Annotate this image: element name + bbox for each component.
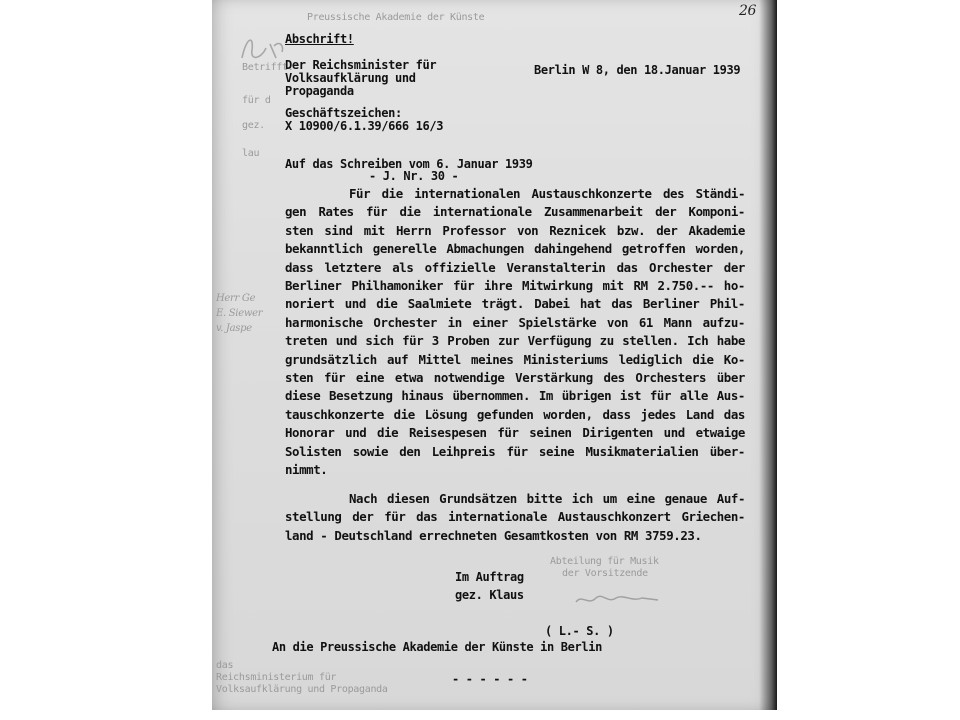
body-paragraph-line: treten und sich für 3 Proben zur Verfügung zu stellen. Ich habe (285, 333, 745, 349)
reference-label: Geschäftszeichen: (285, 106, 402, 120)
body-paragraph (285, 185, 745, 480)
body-paragraph-line: grundsätzlich auf Mittel meines Ministeriums lediglich die Ko- (285, 351, 745, 367)
faint-bottom-line-2: Reichsministerium für (216, 672, 337, 683)
closing-paragraph-line: Nach diesen Grundsätzen bitte ich um eine genaue Auf- (349, 491, 745, 506)
reference-number: X 10900/6.1.39/666 16/3 (285, 119, 444, 133)
faint-margin-note-1: Betrifft: (242, 62, 294, 73)
body-paragraph-line: Solisten sowie den Leihpreis für seine Musikmaterialien über- (285, 443, 745, 459)
body-paragraph-line: Für die internationalen Austauschkonzerte des Ständi- (349, 186, 745, 201)
addressee-line: An die Preussische Akademie der Künste in Berlin (272, 640, 602, 654)
document-heading: Abschrift! (285, 32, 354, 46)
sender-line-3: Propaganda (285, 84, 354, 98)
faint-bottom-line-1: das (216, 660, 234, 671)
faint-margin-note-2: für d (242, 95, 271, 106)
faint-letterhead: Preussische Akademie der Künste (307, 12, 485, 23)
closing-paragraph (285, 490, 745, 545)
page-edge-shadow (759, 0, 777, 710)
faint-margin-note-4: lau (242, 148, 260, 159)
faint-margin-name-2: E. Siewer (216, 308, 263, 319)
page-number: 26 (739, 3, 757, 19)
body-paragraph-line: harmonische Orchester in einer Spielstärke von 61 Mann aufzu- (285, 314, 745, 330)
body-paragraph-line: Honorar und die Reisespesen für seinen Dirigenten und etwaige (285, 425, 745, 441)
body-paragraph-line: Berliner Philhamoniker für ihre Mitwirkung mit RM 2.750.-- ho- (285, 278, 745, 294)
closing-dashes: - - - - - - (452, 672, 528, 686)
body-paragraph-line: nimmt. (285, 462, 328, 478)
body-paragraph-line: tauschkonzerte die Lösung gefunden worden, dass jedes Land das (285, 406, 745, 422)
closing-paragraph-line: land - Deutschland errechneten Gesamtkosten von RM 3759.23. (285, 527, 702, 543)
body-paragraph-line: noriert und die Saalmiete trägt. Dabei hat das Berliner Phil- (285, 296, 745, 312)
signature-in-auftrag: Im Auftrag (455, 570, 524, 584)
seal-marker: ( L.- S. ) (545, 624, 614, 638)
faint-stamp-line-2: der Vorsitzende (562, 568, 648, 579)
faint-margin-note-3: gez. (242, 120, 265, 131)
body-paragraph-line: bekanntlich generelle Abmachungen dahingehend getroffen worden, (285, 241, 745, 257)
sender-line-1: Der Reichsminister für (285, 58, 437, 72)
sender-line-2: Volksaufklärung und (285, 71, 416, 85)
body-paragraph-line: dass letztere als offizielle Veranstalterin das Orchester der (285, 259, 745, 275)
faint-signature-scribble (572, 590, 662, 608)
closing-paragraph-line: stellung der für das internationale Austauschkonzert Griechen- (285, 509, 745, 525)
body-paragraph-line: gen Rates für die internationale Zusammenarbeit der Komponi- (285, 204, 745, 220)
body-paragraph-line: diese Besetzung hinaus übernommen. Im übrigen ist für alle Aus- (285, 388, 745, 404)
letter-reference: Auf das Schreiben vom 6. Januar 1939 (285, 157, 533, 171)
faint-stamp-line-1: Abteilung für Musik (550, 556, 659, 567)
signature-name: gez. Klaus (455, 588, 524, 602)
journal-number: - J. Nr. 30 - (369, 169, 459, 183)
faint-handwriting-mark (232, 28, 292, 68)
body-paragraph-line: sten für eine etwa notwendige Verstärkung des Orchesters über (285, 370, 745, 386)
document-page (212, 0, 777, 710)
place-date: Berlin W 8, den 18.Januar 1939 (534, 63, 741, 77)
faint-bottom-line-3: Volksaufklärung und Propaganda (216, 684, 388, 695)
faint-margin-name-1: Herr Ge (216, 293, 256, 304)
body-paragraph-line: sten sind mit Herrn Professor von Reznicek bzw. der Akademie (285, 222, 745, 238)
faint-margin-name-3: v. Jaspe (216, 323, 252, 334)
